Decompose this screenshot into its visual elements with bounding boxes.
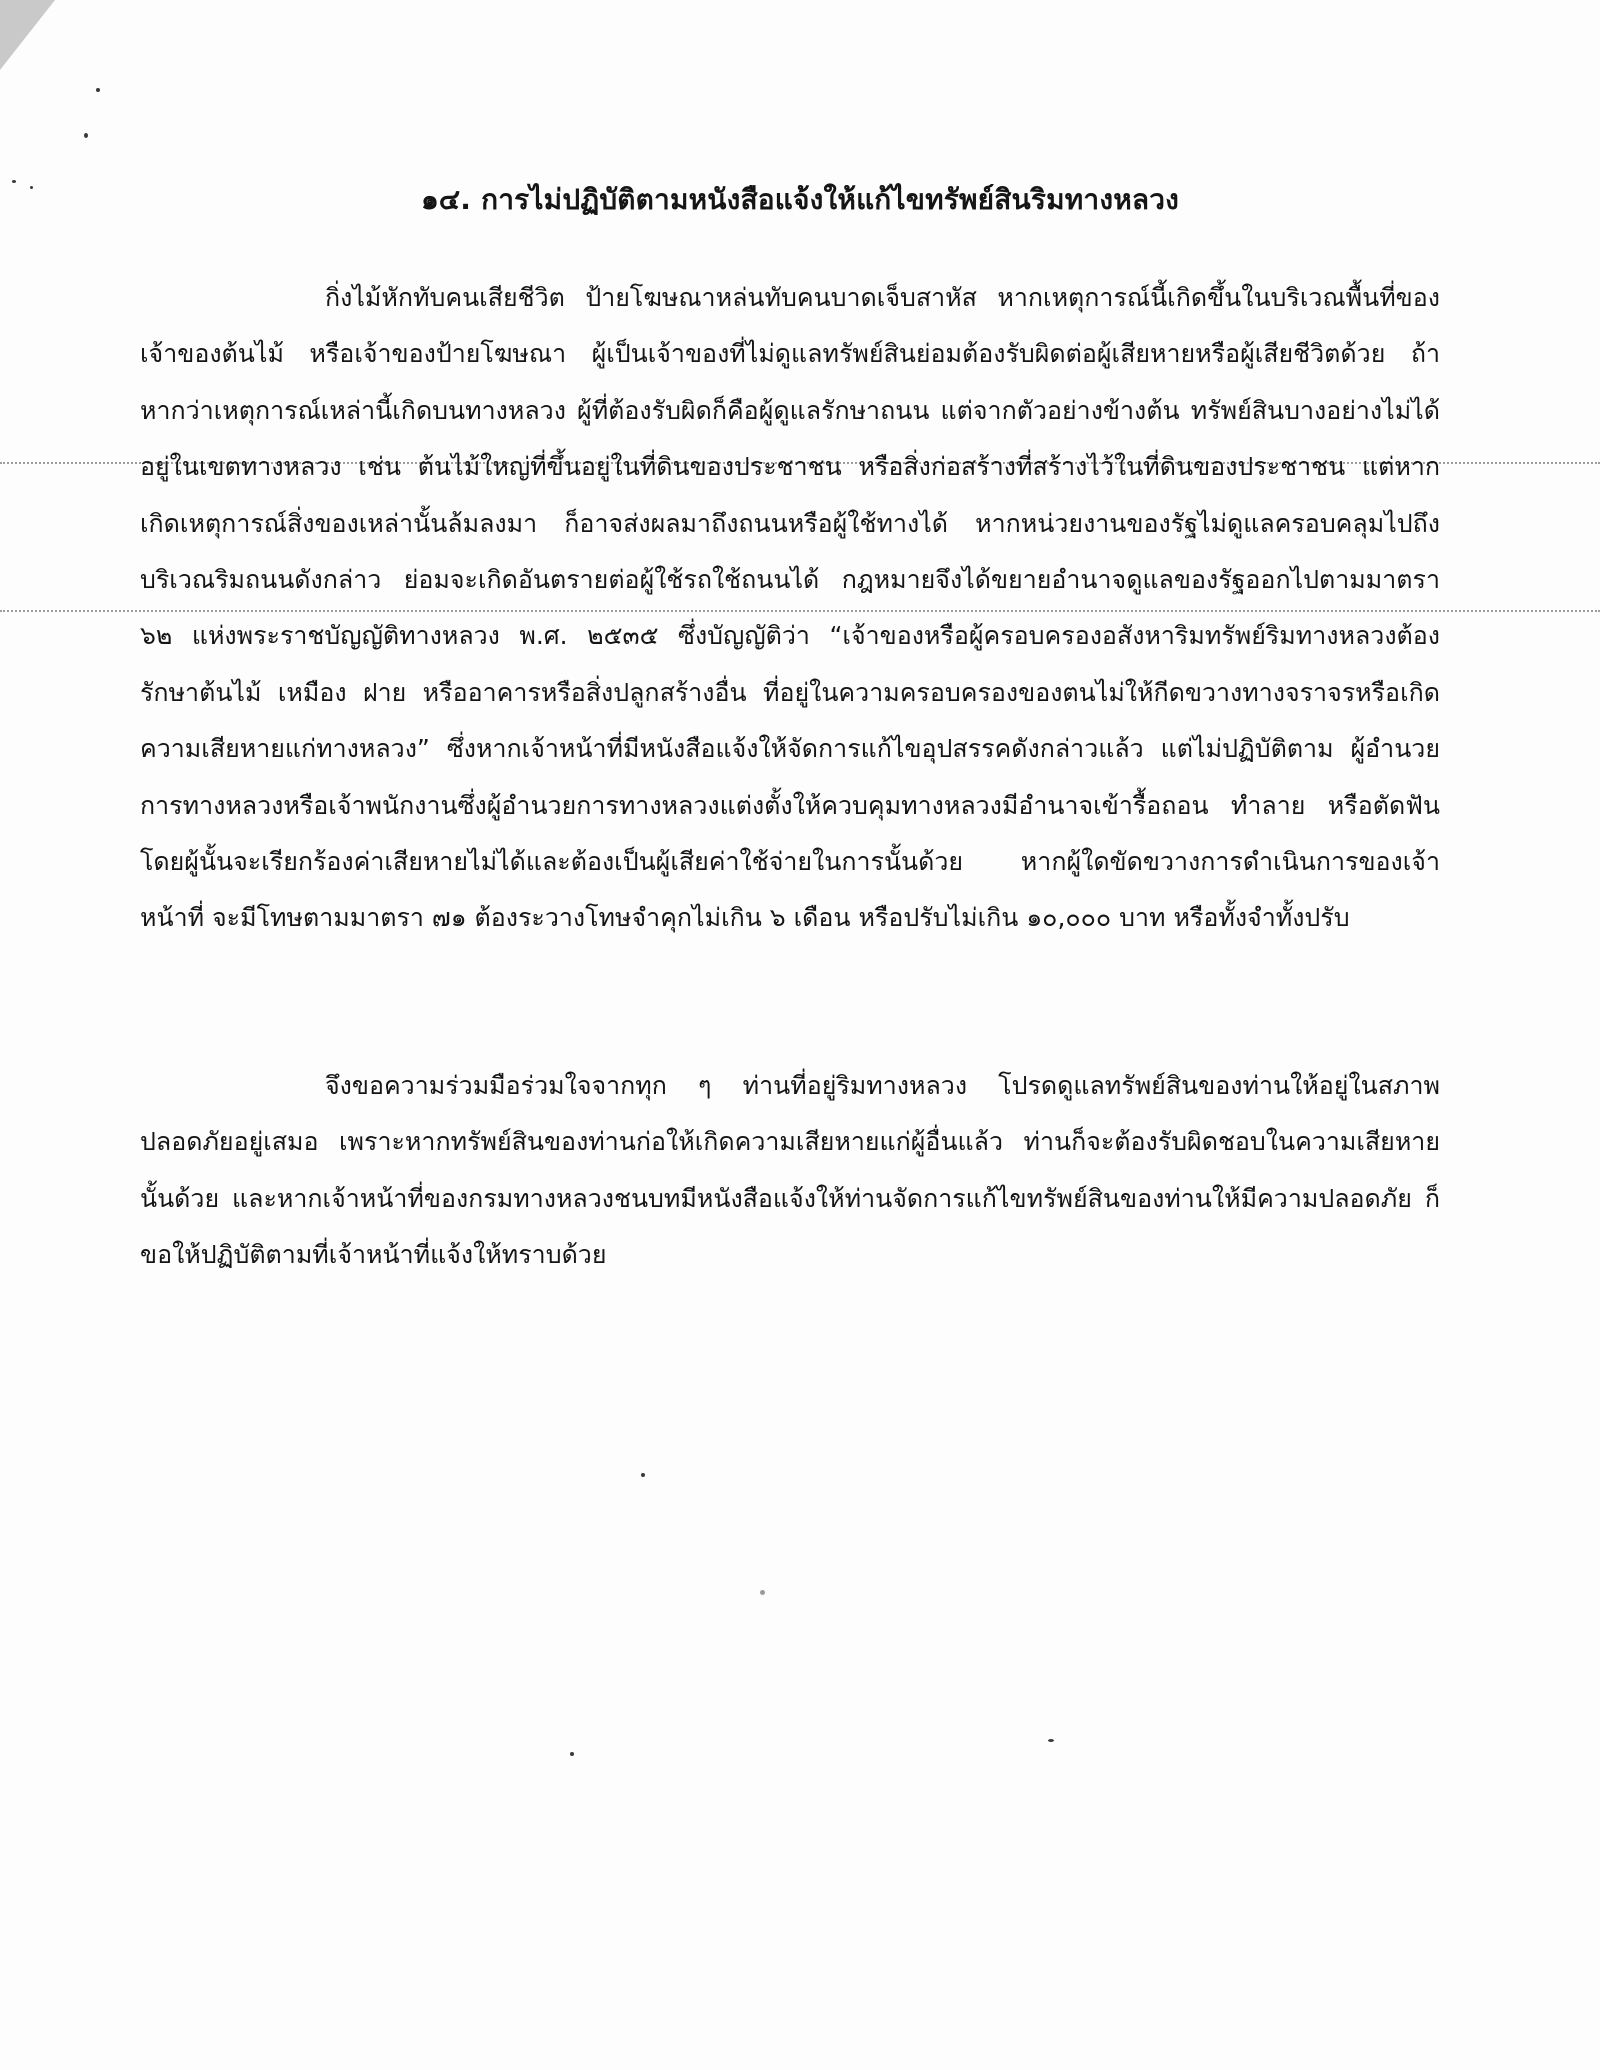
scan-speck [570, 1752, 574, 1756]
document-title: ๑๔. การไม่ปฏิบัติตามหนังสือแจ้งให้แก้ไขทรัพย์สินริมทางหลวง [420, 183, 1180, 216]
scan-speck [12, 180, 16, 183]
scan-speck [96, 88, 100, 92]
scan-speck [30, 186, 33, 189]
scan-speck [641, 1473, 645, 1477]
folded-corner [0, 0, 55, 70]
scan-speck [760, 1590, 765, 1595]
body-paragraph-2: จึงขอความร่วมมือร่วมใจจากทุก ๆ ท่านที่อยู่ริมทางหลวง โปรดดูแลทรัพย์สินของท่านให้อยู่ในสภาพปลอดภัยอยู่เสมอ เพราะหากทรัพย์สินของท่านก่อให้เกิดความเสียหายแก่ผู้อื่นแล้ว ท่านก็จะต้องรับผิดชอบในความเสียหายนั้นด้วย และหากเจ้าหน้าที่ของกรมทางหลวงชนบทมีหนังสือแจ้งให้ท่านจัดการแก้ไขทรัพย์สินของท่านให้มีความปลอดภัย ก็ขอให้ปฏิบัติตามที่เจ้าหน้าที่แจ้งให้ทราบด้วย [140, 1071, 1440, 1270]
scan-speck [84, 133, 88, 138]
body-paragraph-1: กิ่งไม้หักทับคนเสียชีวิต ป้ายโฆษณาหล่นทับคนบาดเจ็บสาหัส หากเหตุการณ์นี้เกิดขึ้นในบริเวณพื้นที่ของเจ้าของต้นไม้ หรือเจ้าของป้ายโฆษณา ผู้เป็นเจ้าของที่ไม่ดูแลทรัพย์สินย่อมต้องรับผิดต่อผู้เสียหายหรือผู้เสียชีวิตด้วย ถ้าหากว่าเหตุการณ์เหล่านี้เกิดบนทางหลวง ผู้ที่ต้องรับผิดก็คือผู้ดูแลรักษาถนน แต่จากตัวอย่างข้างต้น ทรัพย์สินบางอย่างไม่ได้อยู่ในเขตทางหลวง เช่น ต้นไม้ใหญ่ที่ขึ้นอยู่ในที่ดินของประชาชน หรือสิ่งก่อสร้างที่สร้างไว้ในที่ดินของประชาชน แต่หากเกิดเหตุการณ์สิ่งของเหล่านั้นล้มลงมา ก็อาจส่งผลมาถึงถนนหรือผู้ใช้ทางได้ หากหน่วยงานของรัฐไม่ดูแลครอบคลุมไปถึงบริเวณริมถนนดังกล่าว ย่อมจะเกิดอันตรายต่อผู้ใช้รถใช้ถนนได้ กฎหมายจึงได้ขยายอำนาจดูแลของรัฐออกไปตามมาตรา ๖๒ แห่งพระราชบัญญัติทางหลวง พ.ศ. ๒๕๓๕ ซึ่งบัญญัติว่า “เจ้าของหรือผู้ครอบครองอสังหาริมทรัพย์ริมทางหลวงต้องรักษาต้นไม้ เหมือง ฝาย หรืออาคารหรือสิ่งปลูกสร้างอื่น ที่อยู่ในความครอบครองของตนไม่ให้กีดขวางทางจราจรหรือเกิดความเสียหายแก่ทางหลวง” ซึ่งหากเจ้าหน้าที่มีหนังสือแจ้งให้จัดการแก้ไขอุปสรรคดังกล่าวแล้ว แต่ไม่ปฏิบัติตาม ผู้อำนวยการทางหลวงหรือเจ้าพนักงานซึ่งผู้อำนวยการทางหลวงแต่งตั้งให้ควบคุมทางหลวงมีอำนาจเข้ารื้อถอน ทำลาย หรือตัดฟัน โดยผู้นั้นจะเรียกร้องค่าเสียหายไม่ได้และต้องเป็นผู้เสียค่าใช้จ่ายในการนั้นด้วย หากผู้ใดขัดขวางการดำเนินการของเจ้าหน้าที่ จะมีโทษตามมาตรา ๗๑ ต้องระวางโทษจำคุกไม่เกิน ๖ เดือน หรือปรับไม่เกิน ๑๐,๐๐๐ บาท หรือทั้งจำทั้งปรับ [140, 283, 1440, 933]
scan-speck [1048, 1739, 1054, 1742]
